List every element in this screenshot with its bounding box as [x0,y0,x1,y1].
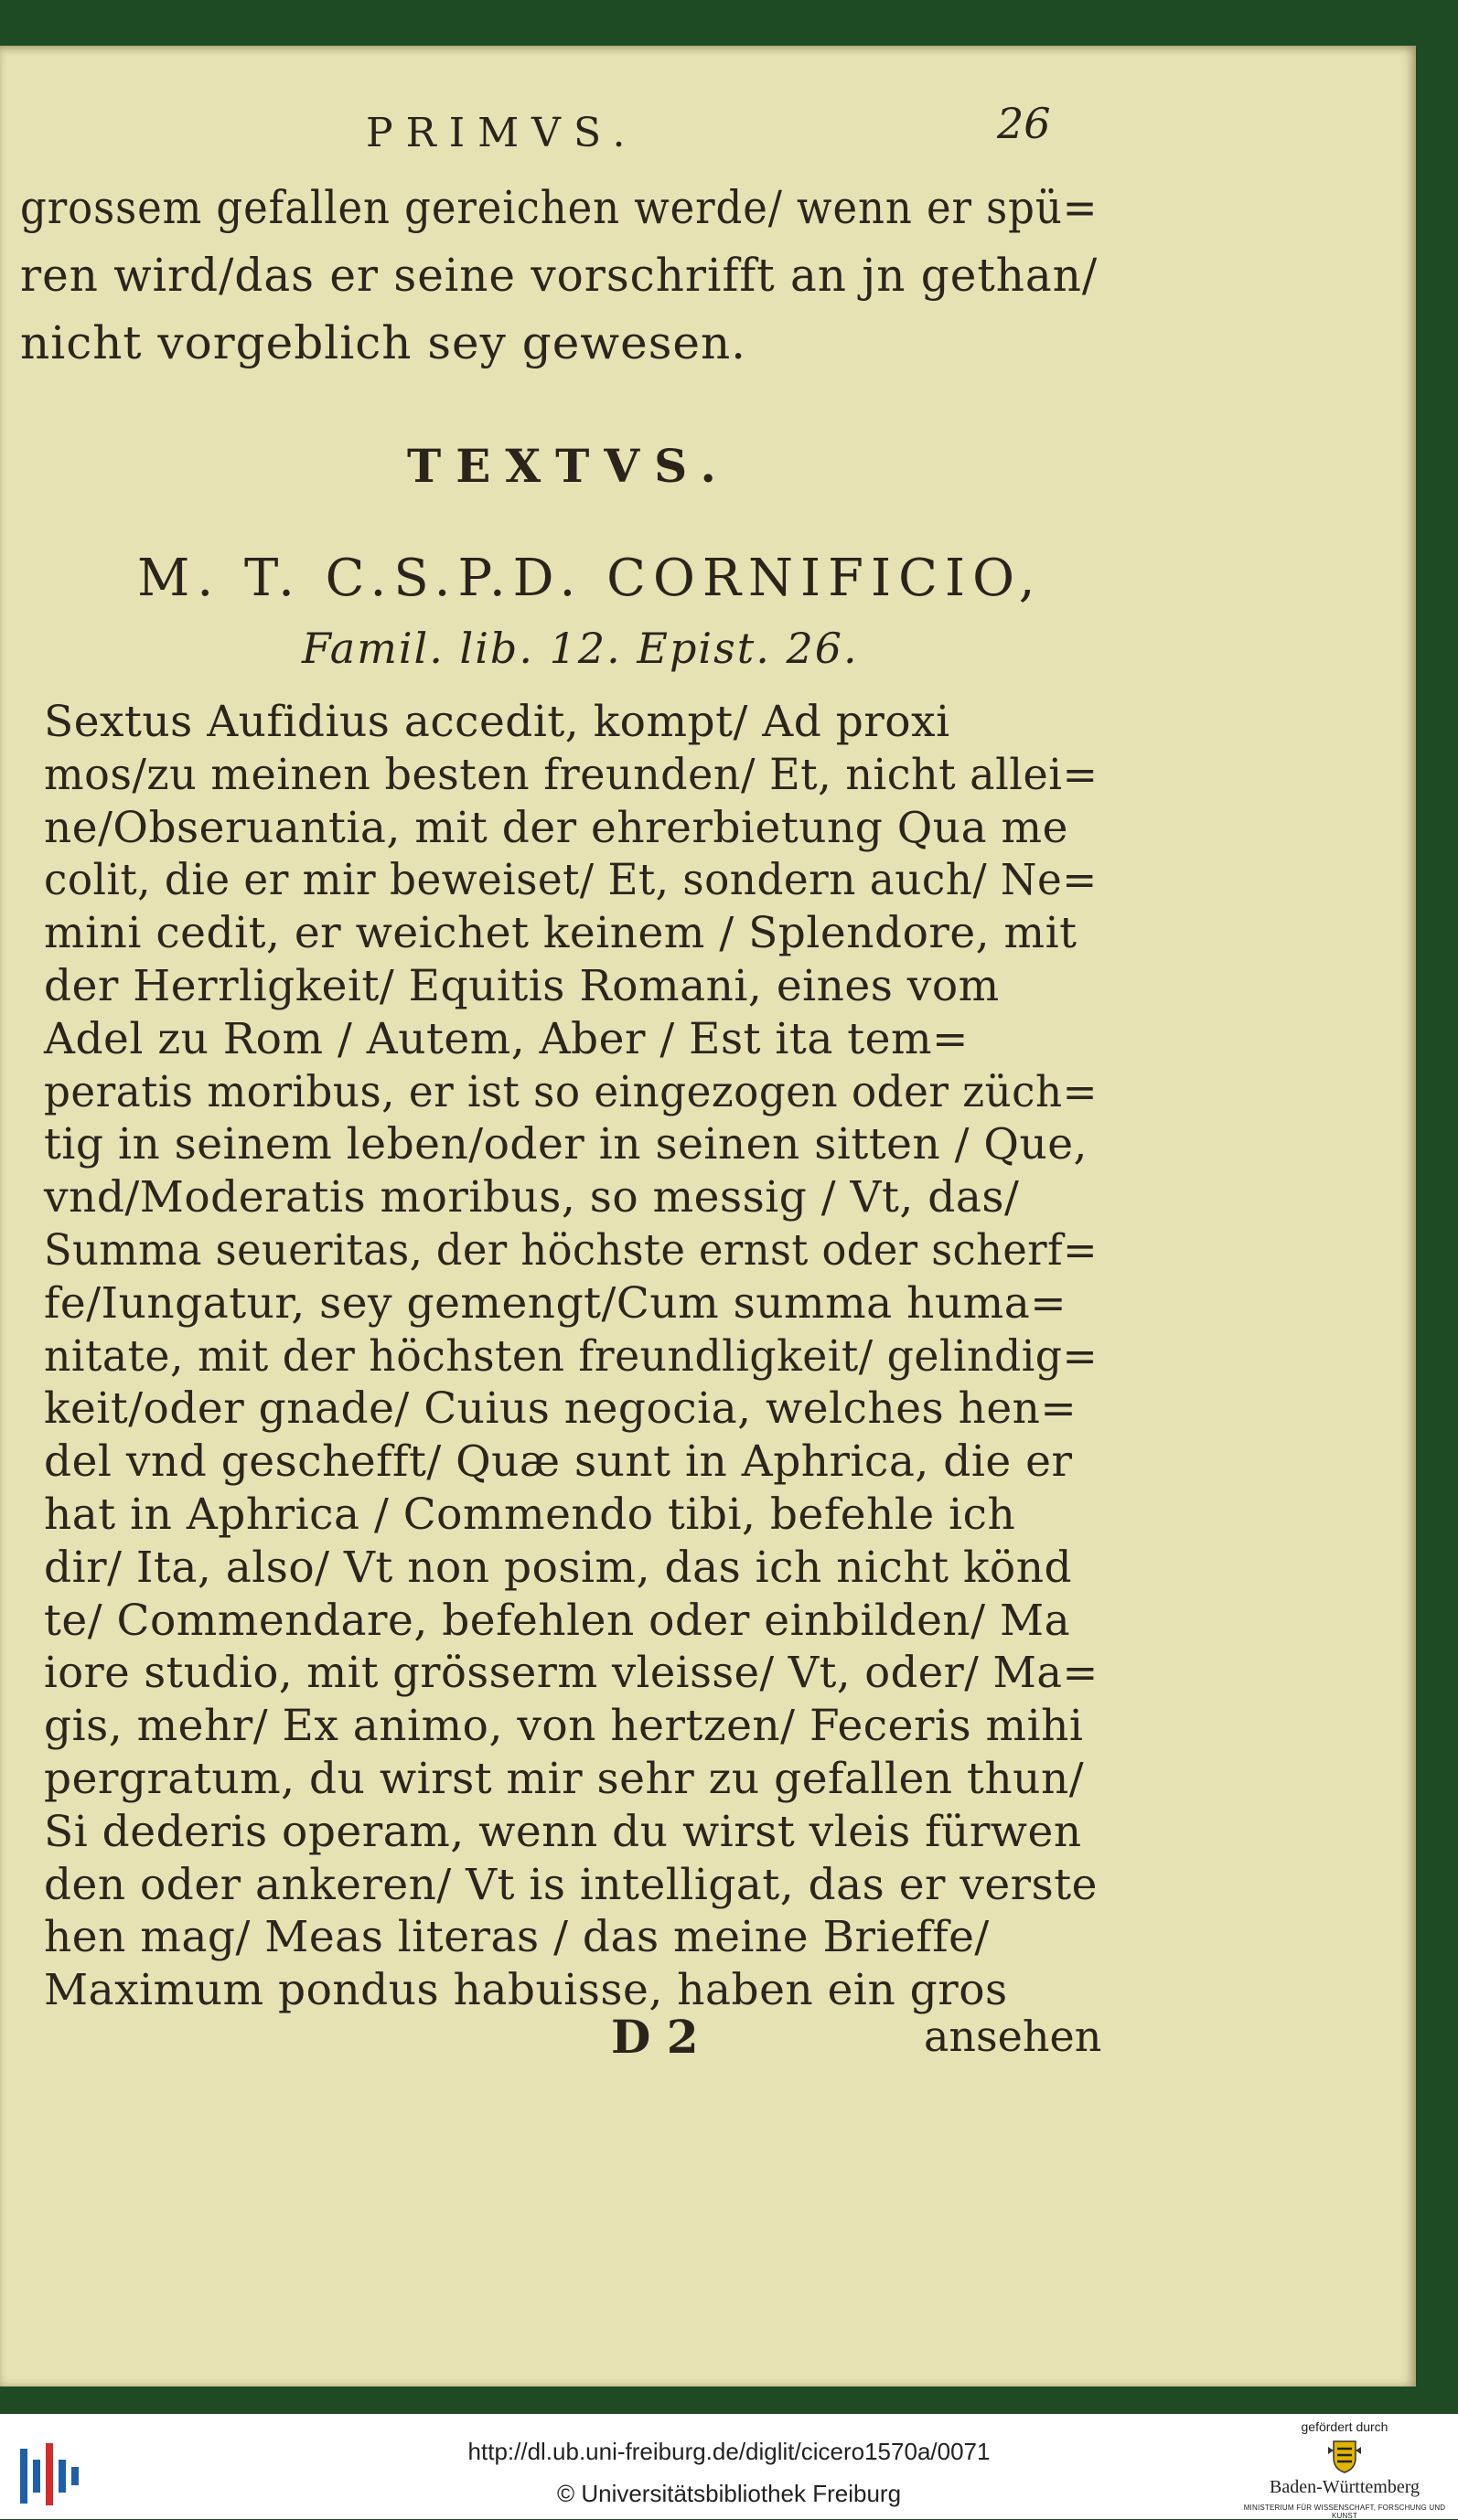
body-line: nitate, mit der höchsten freundligkeit/ gelindig= [44,1331,1099,1382]
book-page [0,46,1416,2387]
intro-line: ren wird/das er seine vorschrifft an jn gethan/ [20,249,1099,302]
body-line: keit/oder gnade/ Cuius negocia, welches hen= [44,1383,1077,1434]
body-line: fe/Iungatur, sey gemengt/Cum summa huma= [44,1278,1067,1329]
copyright-text: © Universitätsbibliothek Freiburg [556,2480,902,2507]
body-line: Sextus Aufidius accedit, kompt/ Ad proxi [44,697,950,747]
body-line: colit, die er mir beweiset/ Et, sondern auch/ Ne= [44,855,1098,905]
body-line: del vnd geschefft/ Quæ sunt in Aphrica, die er [44,1436,1073,1487]
body-line: der Herrligkeit/ Equitis Romani, eines vom [44,961,1000,1011]
body-line: pergratum, du wirst mir sehr zu gefallen thun/ [44,1754,1085,1804]
body-line: mos/zu meinen besten freunden/ Et, nicht allei= [44,750,1099,800]
body-line: Si dederis operam, wenn du wirst vleis fürwen [44,1807,1082,1857]
body-line: gis, mehr/ Ex animo, von hertzen/ Feceris mihi [44,1701,1084,1751]
viewer-footer [0,2414,1458,2519]
body-line: Summa seueritas, der höchste ernst oder scherf= [44,1225,1098,1276]
folio-number: 26 [997,99,1051,148]
body-line: hat in Aphrica / Commendo tibi, befehle ich [44,1490,1016,1540]
body-line: peratis moribus, er ist so eingezogen oder züch= [44,1067,1098,1117]
letter-reference: Famil. lib. 12. Epist. 26. [302,624,859,673]
sponsor-block [1237,2419,1453,2520]
body-line: vnd/Moderatis moribus, so messig / Vt, das/ [44,1172,1020,1223]
body-line: mini cedit, er weichet keinem / Splendore, mit [44,908,1077,958]
catchword: ansehen [924,2012,1102,2061]
sponsor-ministry: MINISTERIUM FÜR WISSENSCHAFT, FORSCHUNG UND KUNST [1243,2504,1446,2520]
intro-line: grossem gefallen gereichen werde/ wenn er spü= [20,181,1099,234]
intro-line: nicht vorgeblich sey gewesen. [20,316,747,369]
body-line: tig in seinem leben/oder in seinen sitten / Que, [44,1119,1088,1169]
body-line: Adel zu Rom / Autem, Aber / Est ita tem= [44,1014,969,1064]
body-line: ne/Obseruantia, mit der ehrerbietung Qua me [44,803,1068,853]
body-line: iore studio, mit grösserm vleisse/ Vt, oder/ Ma= [44,1648,1099,1698]
letter-salutation: M. T. C.S.P.D. CORNIFICIO, [137,549,1043,608]
running-head: PRIMVS. [366,110,638,156]
body-line: Maximum pondus habuisse, haben ein gros [44,1965,1008,2015]
body-line: den oder ankeren/ Vt is intelligat, das er verste [44,1860,1098,1910]
coat-of-arms-icon [1326,2438,1363,2474]
page-url-link[interactable]: http://dl.ub.uni-freiburg.de/diglit/cicero1570a/0071 [467,2438,991,2465]
body-line: hen mag/ Meas literas / das meine Brieffe/ [44,1912,990,1962]
body-line: te/ Commendare, befehlen oder einbilden/ Ma [44,1596,1071,1646]
sponsor-name: Baden-Württemberg [1269,2477,1420,2497]
sponsor-label: gefördert durch [1301,2419,1388,2434]
signature-mark: D 2 [611,2010,699,2064]
section-title: TEXTVS. [407,439,731,493]
body-line: dir/ Ita, also/ Vt non posim, das ich nicht könd [44,1543,1073,1593]
